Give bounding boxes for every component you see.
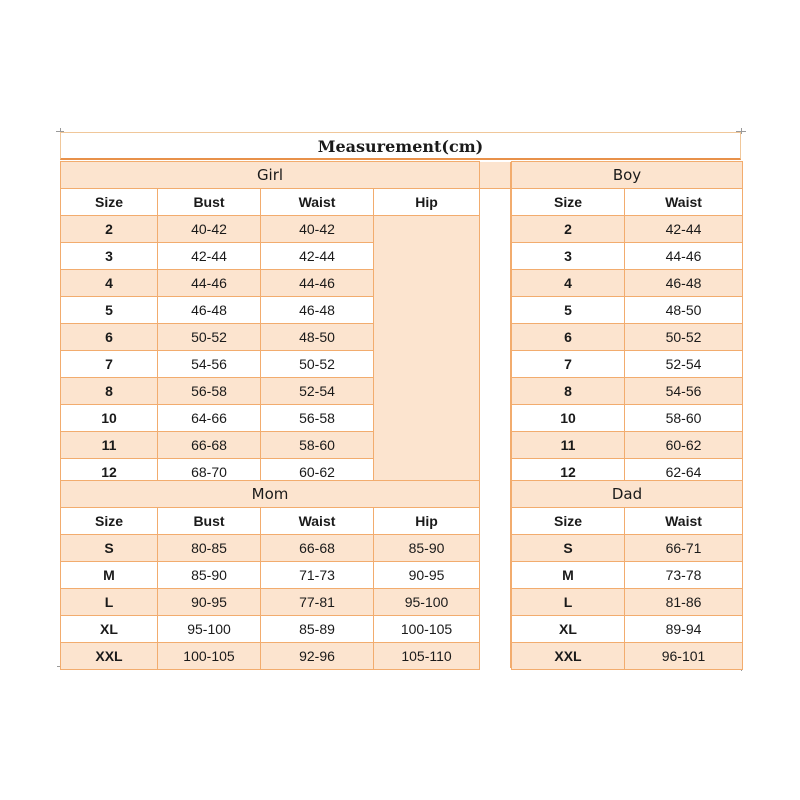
mom-col-waist: Waist: [261, 508, 374, 535]
table-row: [512, 405, 743, 432]
dad-col-waist: Waist: [625, 508, 743, 535]
boy-size-cell: 11: [512, 432, 625, 459]
table-row: [512, 324, 743, 351]
boy-table: [511, 161, 743, 486]
boy-waist-cell: 54-56: [625, 378, 743, 405]
girl-size-cell: 11: [61, 432, 158, 459]
girl-size-cell: 7: [61, 351, 158, 378]
mom-bust-cell: 90-95: [158, 589, 261, 616]
table-row: [512, 616, 743, 643]
girl-size-cell: 8: [61, 378, 158, 405]
boy-waist-cell: 42-44: [625, 216, 743, 243]
girl-table: [60, 161, 480, 486]
boy-size-cell: 12: [512, 459, 625, 486]
boy-waist-cell: 48-50: [625, 297, 743, 324]
mom-bust-cell: 85-90: [158, 562, 261, 589]
girl-bust-cell: 64-66: [158, 405, 261, 432]
girl-bust-cell: 54-56: [158, 351, 261, 378]
dad-col-size: Size: [512, 508, 625, 535]
dad-waist-cell: 89-94: [625, 616, 743, 643]
table-row: [512, 562, 743, 589]
dad-size-cell: M: [512, 562, 625, 589]
girl-waist-cell: 40-42: [261, 216, 374, 243]
boy-waist-cell: 46-48: [625, 270, 743, 297]
mom-bust-cell: 100-105: [158, 643, 261, 670]
boy-col-size: Size: [512, 189, 625, 216]
girl-hip-empty-cell: [374, 216, 480, 486]
table-row: [61, 616, 480, 643]
mom-waist-cell: 92-96: [261, 643, 374, 670]
mom-hip-cell: 90-95: [374, 562, 480, 589]
mom-size-cell: S: [61, 535, 158, 562]
table-row: [61, 216, 480, 243]
girl-size-cell: 5: [61, 297, 158, 324]
measurement-chart: [60, 132, 742, 668]
boy-size-cell: 8: [512, 378, 625, 405]
girl-size-cell: 4: [61, 270, 158, 297]
boy-size-cell: 3: [512, 243, 625, 270]
girl-waist-cell: 56-58: [261, 405, 374, 432]
girl-waist-cell: 50-52: [261, 351, 374, 378]
table-row: [512, 216, 743, 243]
mom-size-cell: XXL: [61, 643, 158, 670]
boy-size-cell: 7: [512, 351, 625, 378]
boy-heading: Boy: [512, 162, 743, 189]
separator-column: [478, 162, 511, 668]
mom-hip-cell: 105-110: [374, 643, 480, 670]
mom-col-hip: Hip: [374, 508, 480, 535]
boy-size-cell: 2: [512, 216, 625, 243]
girl-waist-cell: 44-46: [261, 270, 374, 297]
girl-col-bust: Bust: [158, 189, 261, 216]
boy-waist-cell: 44-46: [625, 243, 743, 270]
table-row: [61, 535, 480, 562]
mom-hip-cell: 85-90: [374, 535, 480, 562]
boy-col-waist: Waist: [625, 189, 743, 216]
table-row: [512, 243, 743, 270]
dad-size-cell: XXL: [512, 643, 625, 670]
mom-col-size: Size: [61, 508, 158, 535]
table-row: [512, 351, 743, 378]
dad-table: [511, 480, 743, 670]
mom-bust-cell: 80-85: [158, 535, 261, 562]
girl-size-cell: 12: [61, 459, 158, 486]
girl-bust-cell: 46-48: [158, 297, 261, 324]
boy-waist-cell: 52-54: [625, 351, 743, 378]
mom-size-cell: L: [61, 589, 158, 616]
boy-waist-cell: 50-52: [625, 324, 743, 351]
dad-waist-cell: 73-78: [625, 562, 743, 589]
table-row: [61, 589, 480, 616]
girl-bust-cell: 42-44: [158, 243, 261, 270]
girl-col-hip: Hip: [374, 189, 480, 216]
table-row: [512, 378, 743, 405]
mom-waist-cell: 71-73: [261, 562, 374, 589]
separator-cap: [479, 162, 510, 189]
girl-bust-cell: 66-68: [158, 432, 261, 459]
dad-waist-cell: 96-101: [625, 643, 743, 670]
boy-size-cell: 6: [512, 324, 625, 351]
girl-waist-cell: 42-44: [261, 243, 374, 270]
girl-size-cell: 6: [61, 324, 158, 351]
girl-col-waist: Waist: [261, 189, 374, 216]
girl-size-cell: 2: [61, 216, 158, 243]
dad-waist-cell: 81-86: [625, 589, 743, 616]
girl-waist-cell: 52-54: [261, 378, 374, 405]
boy-size-cell: 10: [512, 405, 625, 432]
mom-waist-cell: 77-81: [261, 589, 374, 616]
mom-size-cell: M: [61, 562, 158, 589]
mom-bust-cell: 95-100: [158, 616, 261, 643]
boy-waist-cell: 62-64: [625, 459, 743, 486]
dad-size-cell: S: [512, 535, 625, 562]
table-row: [512, 270, 743, 297]
girl-heading: Girl: [61, 162, 480, 189]
girl-waist-cell: 46-48: [261, 297, 374, 324]
chart-title: Measurement(cm): [60, 132, 741, 160]
girl-waist-cell: 58-60: [261, 432, 374, 459]
girl-bust-cell: 68-70: [158, 459, 261, 486]
table-row: [512, 589, 743, 616]
mom-table: [60, 480, 480, 670]
girl-bust-cell: 40-42: [158, 216, 261, 243]
mom-hip-cell: 95-100: [374, 589, 480, 616]
boy-size-cell: 4: [512, 270, 625, 297]
table-row: [512, 535, 743, 562]
girl-bust-cell: 50-52: [158, 324, 261, 351]
girl-col-size: Size: [61, 189, 158, 216]
girl-size-cell: 3: [61, 243, 158, 270]
girl-bust-cell: 44-46: [158, 270, 261, 297]
mom-size-cell: XL: [61, 616, 158, 643]
boy-waist-cell: 60-62: [625, 432, 743, 459]
mom-waist-cell: 85-89: [261, 616, 374, 643]
table-row: [61, 562, 480, 589]
mom-waist-cell: 66-68: [261, 535, 374, 562]
mom-hip-cell: 100-105: [374, 616, 480, 643]
table-row: [512, 432, 743, 459]
girl-waist-cell: 60-62: [261, 459, 374, 486]
dad-heading: Dad: [512, 481, 743, 508]
table-row: [61, 643, 480, 670]
dad-size-cell: XL: [512, 616, 625, 643]
girl-waist-cell: 48-50: [261, 324, 374, 351]
crop-mark: [741, 128, 742, 134]
girl-bust-cell: 56-58: [158, 378, 261, 405]
table-row: [512, 297, 743, 324]
dad-waist-cell: 66-71: [625, 535, 743, 562]
table-row: [512, 643, 743, 670]
mom-heading: Mom: [61, 481, 480, 508]
boy-size-cell: 5: [512, 297, 625, 324]
boy-waist-cell: 58-60: [625, 405, 743, 432]
mom-col-bust: Bust: [158, 508, 261, 535]
girl-size-cell: 10: [61, 405, 158, 432]
dad-size-cell: L: [512, 589, 625, 616]
